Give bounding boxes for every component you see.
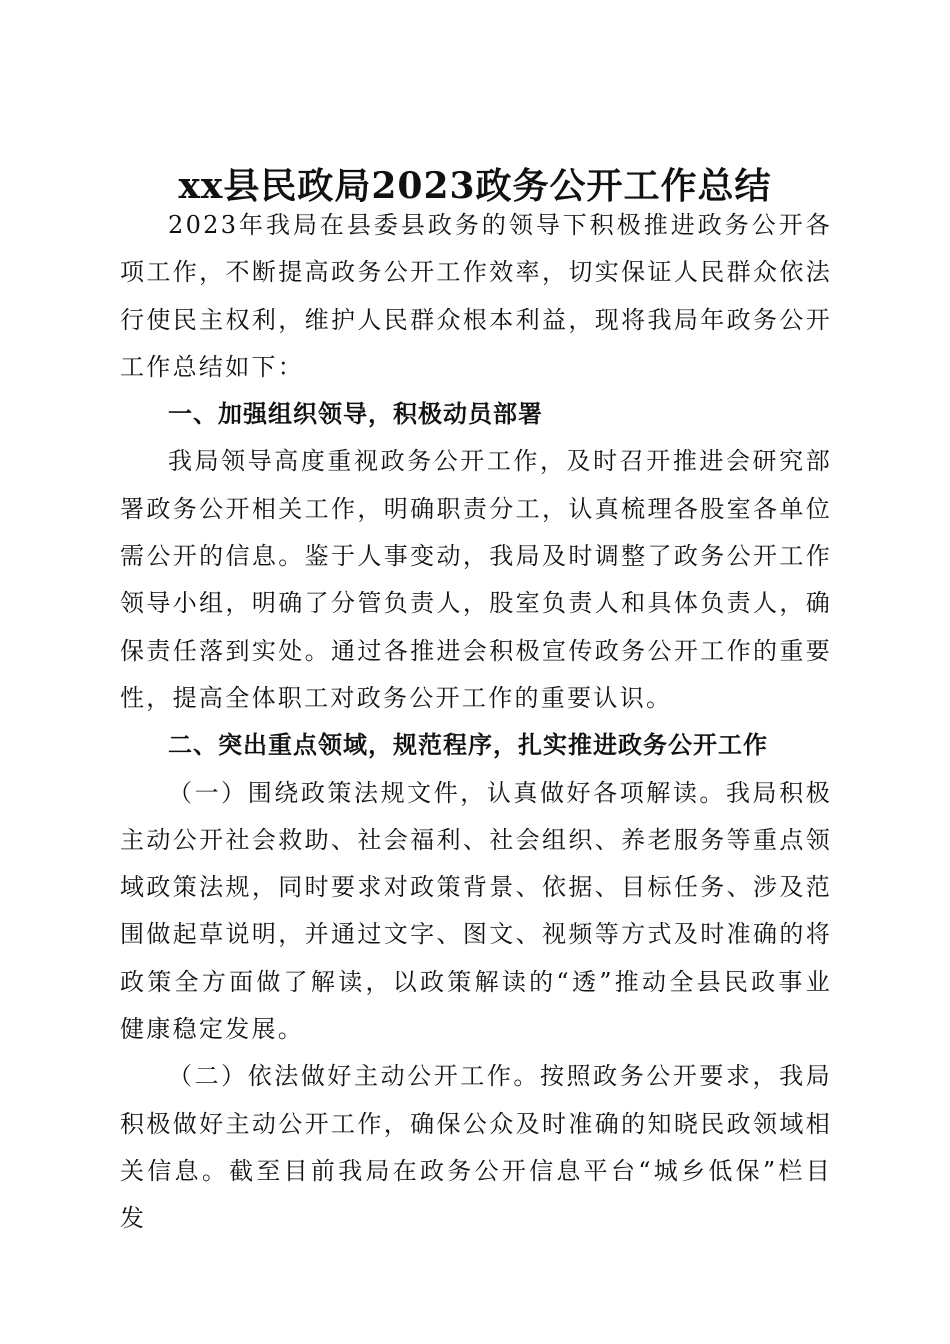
section-1-paragraph: 我局领导高度重视政务公开工作，及时召开推进会研究部署政务公开相关工作，明确职责分工，认真梳理各股室各单位需公开的信息。鉴于人事变动，我局及时调整了政务公开工作领导小组，明确了分管负责人，股室负责人和具体负责人，确保责任落到实处。通过各推进会积极宣传政务公开工作的重要性，提高全体职工对政务公开工作的重要认识。 (120, 447, 832, 712)
document-title: xx县民政局2023政务公开工作总结 (178, 165, 772, 208)
section-heading-2: 二、突出重点领域，规范程序，扎实推进政务公开工作 (168, 731, 768, 760)
section-2-item-2-paragraph: （二）依法做好主动公开工作。按照政务公开要求，我局积极做好主动公开工作，确保公众及时准确的知晓民政领域相关信息。截至目前我局在政务公开信息平台“城乡低保”栏目发 (120, 1062, 832, 1233)
document-body (120, 202, 832, 1243)
section-heading-1: 一、加强组织领导，积极动员部署 (168, 400, 543, 429)
section-2-item-1-paragraph: （一）围绕政策法规文件，认真做好各项解读。我局积极主动公开社会救助、社会福利、社会组织、养老服务等重点领域政策法规，同时要求对政策背景、依据、目标任务、涉及范围做起草说明，并通过文字、图文、视频等方式及时准确的将政策全方面做了解读，以政策解读的“透”推动全县民政事业健康稳定发展。 (120, 778, 832, 1044)
intro-paragraph: 2023年我局在县委县政务的领导下积极推进政务公开各项工作，不断提高政务公开工作效率，切实保证人民群众依法行使民主权利，维护人民群众根本利益，现将我局年政务公开工作总结如下： (120, 211, 832, 381)
